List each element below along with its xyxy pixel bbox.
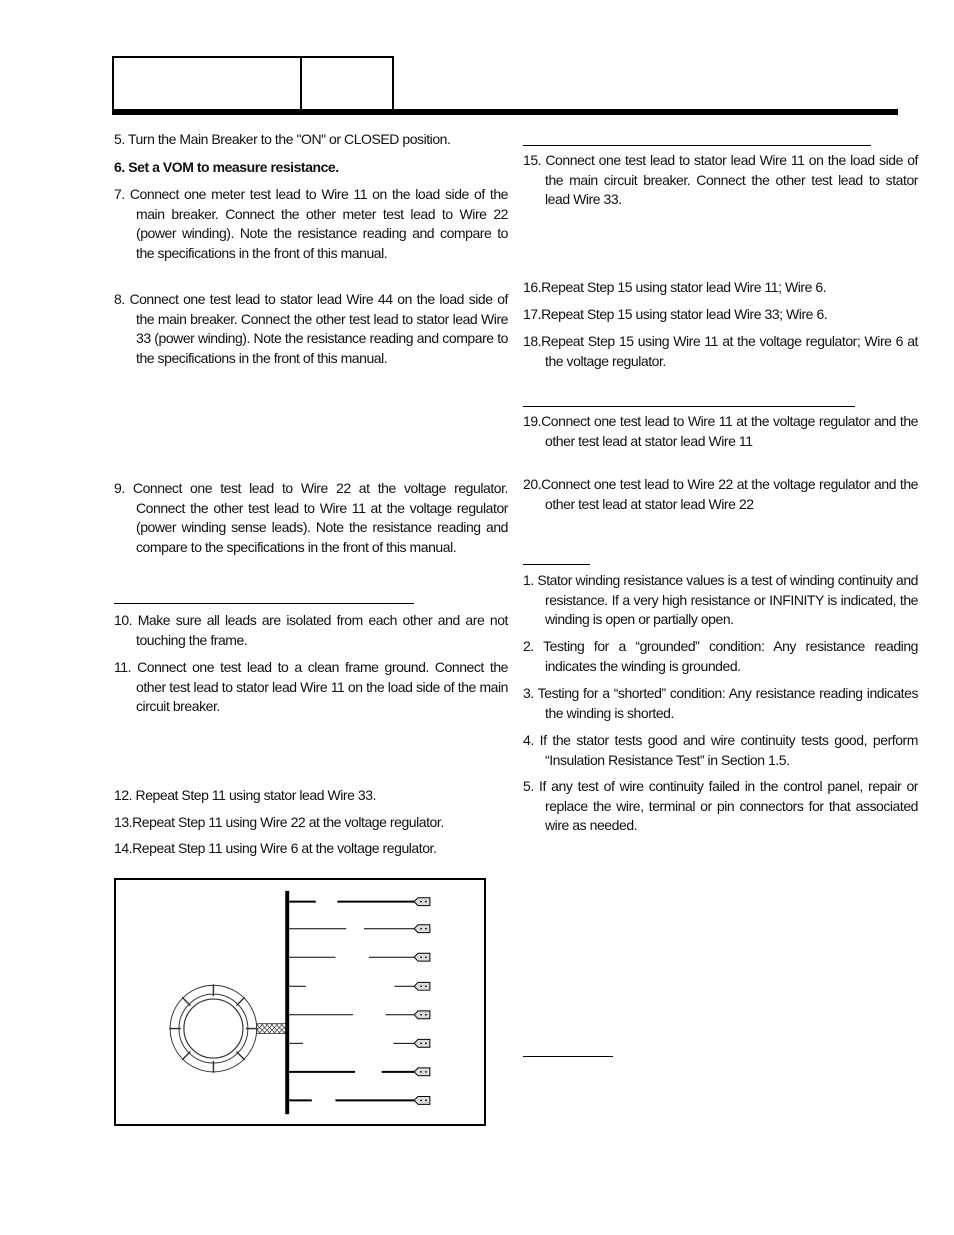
step-17: 17.Repeat Step 15 using stator lead Wire 33; Wire 6. xyxy=(523,306,828,322)
note-2: 2. Testing for a “grounded” condition: Any resistance reading indicates the winding is grounded. xyxy=(523,638,918,674)
lead-connector-icon xyxy=(414,1096,430,1104)
section-rule xyxy=(523,1056,613,1057)
connector-pin xyxy=(420,985,422,987)
stator-diagram xyxy=(114,878,486,1126)
stator-pole xyxy=(236,1052,244,1060)
header-box-section xyxy=(300,56,394,112)
connector-pin xyxy=(420,1014,422,1016)
connector-pin xyxy=(420,1042,422,1044)
step-11: 11. Connect one test lead to a clean frame ground. Connect the other test lead to stator lead Wire 11 on the load side of the main circuit breaker. xyxy=(114,659,508,715)
note-3: 3. Testing for a “shorted” condition: Any resistance reading indicates the winding is shorted. xyxy=(523,685,918,721)
section-rule xyxy=(523,145,871,146)
lead-connector-icon xyxy=(414,898,430,906)
step-20: 20.Connect one test lead to Wire 22 at the voltage regulator and the other test lead at stator lead Wire 22 xyxy=(523,476,918,512)
connector-pin xyxy=(425,901,427,903)
lead-connector-icon xyxy=(414,1039,430,1047)
connector-pin xyxy=(420,956,422,958)
connector-pin xyxy=(425,985,427,987)
note-5: 5. If any test of wire continuity failed in the control panel, repair or replace the wire, terminal or pin connectors for that associated wire as needed. xyxy=(523,778,918,834)
section-rule xyxy=(114,603,414,604)
step-14: 14.Repeat Step 11 using Wire 6 at the voltage regulator. xyxy=(114,840,437,856)
stator-pole xyxy=(182,1052,190,1060)
connector-pin xyxy=(425,1100,427,1102)
connector-pin xyxy=(420,1071,422,1073)
lead-connector-icon xyxy=(414,1011,430,1019)
note-4: 4. If the stator tests good and wire continuity tests good, perform “Insulation Resistance Test” in Section 1.5. xyxy=(523,732,918,768)
stator-pole xyxy=(182,997,190,1005)
wire-harness xyxy=(257,1024,287,1034)
lead-connector-icon xyxy=(414,925,430,933)
step-7: 7. Connect one meter test lead to Wire 11 on the load side of the main breaker. Connect the other meter test lead to Wire 22 (power winding). Note the resistance reading and compare to the specifications in the front of this manual. xyxy=(114,186,508,261)
lead-connector-icon xyxy=(414,953,430,961)
terminal-bus xyxy=(285,891,289,1114)
step-13: 13.Repeat Step 11 using Wire 22 at the voltage regulator. xyxy=(114,814,444,830)
header-box-title xyxy=(112,56,302,112)
step-19: 19.Connect one test lead to Wire 11 at the voltage regulator and the other test lead at stator lead Wire 11 xyxy=(523,413,918,449)
connector-pin xyxy=(420,1100,422,1102)
step-16: 16.Repeat Step 15 using stator lead Wire 11; Wire 6. xyxy=(523,279,827,295)
connector-pin xyxy=(420,928,422,930)
stator-wiring-figure xyxy=(116,880,484,1124)
connector-pin xyxy=(425,1014,427,1016)
step-9: 9. Connect one test lead to Wire 22 at the voltage regulator. Connect the other test lead to Wire 11 at the voltage regulator (power winding sense leads). Note the resistance reading and compare to the specifications in the front of this manual. xyxy=(114,480,508,555)
lead-connector-icon xyxy=(414,1068,430,1076)
header-bar xyxy=(112,109,898,115)
step-5: 5. Turn the Main Breaker to the "ON" or CLOSED position. xyxy=(114,131,451,147)
lead-connector-icon xyxy=(414,982,430,990)
notes-rule xyxy=(523,564,590,565)
connector-pin xyxy=(420,901,422,903)
stator-pole xyxy=(236,997,244,1005)
connector-pin xyxy=(425,1042,427,1044)
step-10: 10. Make sure all leads are isolated from each other and are not touching the frame. xyxy=(114,612,508,648)
step-12: 12. Repeat Step 11 using stator lead Wire 33. xyxy=(114,787,376,803)
step-15: 15. Connect one test lead to stator lead Wire 11 on the load side of the main circuit breaker. Connect the other test lead to stator lead Wire 33. xyxy=(523,152,918,208)
section-rule xyxy=(523,406,855,407)
connector-pin xyxy=(425,1071,427,1073)
step-6: 6. Set a VOM to measure resistance. xyxy=(114,159,339,175)
connector-pin xyxy=(425,928,427,930)
connector-pin xyxy=(425,956,427,958)
step-8: 8. Connect one test lead to stator lead Wire 44 on the load side of the main breaker. Connect the other test lead to stator lead Wire 33 (power winding). Note the resistance reading and compare to the specifications in the front of this manual. xyxy=(114,291,508,366)
note-1: 1. Stator winding resistance values is a test of winding continuity and resistance. If a very high resistance or INFINITY is indicated, the winding is open or partially open. xyxy=(523,572,918,628)
step-18: 18.Repeat Step 15 using Wire 11 at the voltage regulator; Wire 6 at the voltage regulator. xyxy=(523,333,918,369)
